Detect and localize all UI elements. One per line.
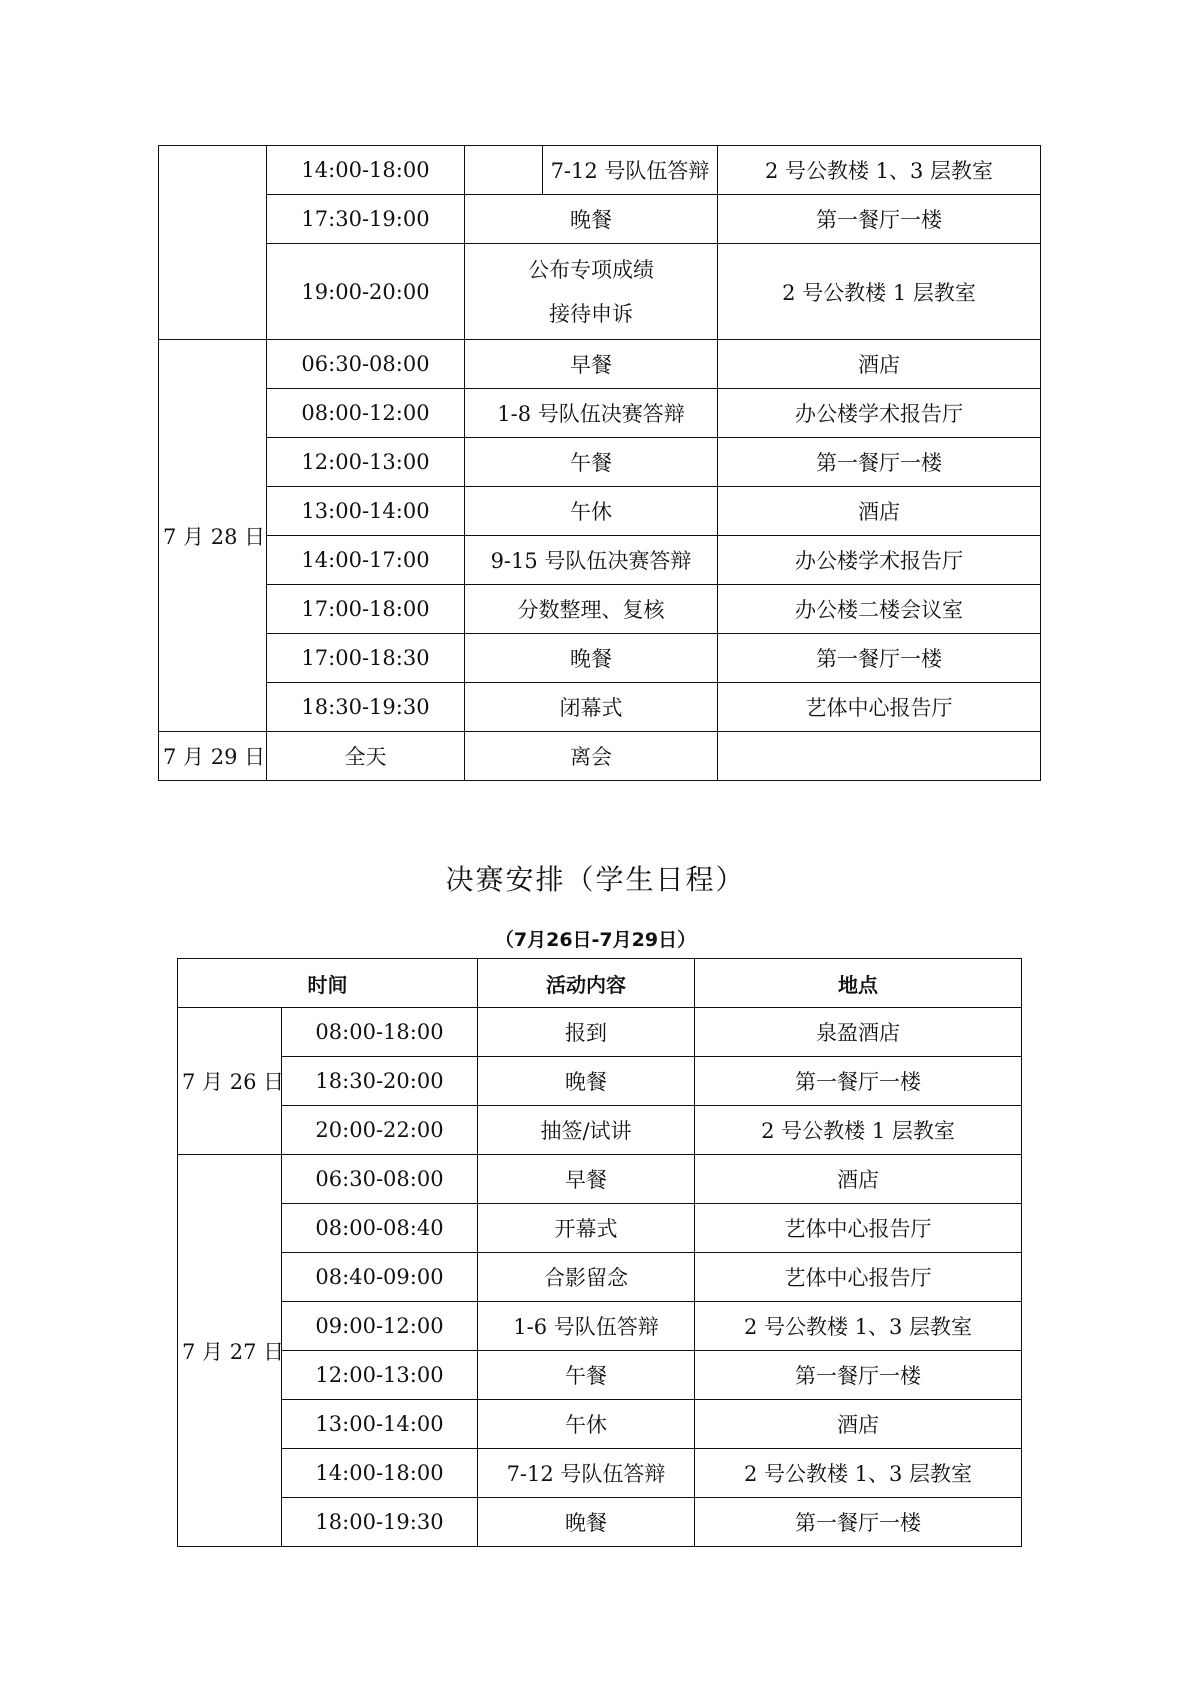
activity-cell: 离会 [465,732,718,781]
time-cell: 14:00-18:00 [267,146,465,195]
time-cell: 08:00-12:00 [267,389,465,438]
table-row [159,195,1041,244]
activity-cell: 7-12 号队伍答辩 [543,146,718,195]
location-cell: 2 号公教楼 1 层教室 [718,244,1041,340]
schedule-table-continued [158,145,1041,781]
table-header-row [178,959,1022,1008]
location-cell: 2 号公教楼 1、3 层教室 [695,1302,1022,1351]
table-row [178,1057,1022,1106]
activity-cell: 闭幕式 [465,683,718,732]
table-row [178,1008,1022,1057]
location-cell: 第一餐厅一楼 [695,1057,1022,1106]
table-row [178,1351,1022,1400]
activity-line: 接待申诉 [549,301,633,326]
section-subtitle: （7月26日-7月29日） [494,929,697,951]
activity-cell: 午餐 [465,438,718,487]
activity-cell: 1-8 号队伍决赛答辩 [465,389,718,438]
empty-sub-cell [465,146,543,195]
table-row [178,1106,1022,1155]
location-cell: 艺体中心报告厅 [718,683,1041,732]
table-row [178,1253,1022,1302]
date-cell: 7 月 27 日 [178,1155,282,1547]
activity-cell: 7-12 号队伍答辩 [478,1449,695,1498]
location-cell: 酒店 [718,340,1041,389]
activity-cell: 分数整理、复核 [465,585,718,634]
time-cell: 13:00-14:00 [282,1400,478,1449]
time-cell: 12:00-13:00 [267,438,465,487]
location-cell: 酒店 [695,1400,1022,1449]
time-cell: 12:00-13:00 [282,1351,478,1400]
table-row [178,1400,1022,1449]
time-cell: 全天 [267,732,465,781]
location-cell: 酒店 [695,1155,1022,1204]
table-row [178,1498,1022,1547]
activity-line: 公布专项成绩 [528,257,654,282]
header-location: 地点 [695,959,1022,1008]
time-cell: 17:00-18:30 [267,634,465,683]
location-cell: 艺体中心报告厅 [695,1253,1022,1302]
activity-cell: 晚餐 [478,1057,695,1106]
section-title: 决赛安排（学生日程） [445,863,746,896]
time-cell: 13:00-14:00 [267,487,465,536]
table-row [178,1449,1022,1498]
location-cell: 第一餐厅一楼 [695,1498,1022,1547]
location-cell: 第一餐厅一楼 [718,195,1041,244]
time-cell: 14:00-18:00 [282,1449,478,1498]
table-row [178,1204,1022,1253]
header-activity: 活动内容 [478,959,695,1008]
time-cell: 08:40-09:00 [282,1253,478,1302]
activity-cell: 午休 [465,487,718,536]
activity-cell: 午休 [478,1400,695,1449]
table-row [159,438,1041,487]
time-cell: 14:00-17:00 [267,536,465,585]
time-cell: 08:00-18:00 [282,1008,478,1057]
table-row [159,585,1041,634]
activity-cell: 早餐 [465,340,718,389]
location-cell: 办公楼二楼会议室 [718,585,1041,634]
table-row [159,340,1041,389]
time-cell: 18:00-19:30 [282,1498,478,1547]
table-row [159,732,1041,781]
time-cell: 17:30-19:00 [267,195,465,244]
time-cell: 18:30-19:30 [267,683,465,732]
activity-cell: 1-6 号队伍答辩 [478,1302,695,1351]
activity-cell: 晚餐 [465,634,718,683]
activity-cell: 抽签/试讲 [478,1106,695,1155]
table-row [159,487,1041,536]
table-row [178,1302,1022,1351]
location-cell: 第一餐厅一楼 [718,634,1041,683]
activity-cell: 晚餐 [478,1498,695,1547]
activity-cell: 早餐 [478,1155,695,1204]
location-cell: 第一餐厅一楼 [718,438,1041,487]
location-cell: 酒店 [718,487,1041,536]
date-cell: 7 月 28 日 [159,340,267,732]
location-cell [718,732,1041,781]
activity-cell: 晚餐 [465,195,718,244]
location-cell: 2 号公教楼 1 层教室 [695,1106,1022,1155]
location-cell: 2 号公教楼 1、3 层教室 [695,1449,1022,1498]
activity-cell: 开幕式 [478,1204,695,1253]
table-row [159,634,1041,683]
date-cell-empty [159,146,267,340]
table-row [159,244,1041,340]
activity-cell: 合影留念 [478,1253,695,1302]
time-cell: 20:00-22:00 [282,1106,478,1155]
time-cell: 19:00-20:00 [267,244,465,340]
table-row [159,146,1041,195]
date-cell: 7 月 26 日 [178,1008,282,1155]
time-cell: 08:00-08:40 [282,1204,478,1253]
time-cell: 18:30-20:00 [282,1057,478,1106]
date-cell: 7 月 29 日 [159,732,267,781]
table-row [159,389,1041,438]
location-cell: 办公楼学术报告厅 [718,536,1041,585]
activity-cell [465,244,718,340]
time-cell: 09:00-12:00 [282,1302,478,1351]
location-cell: 艺体中心报告厅 [695,1204,1022,1253]
location-cell: 2 号公教楼 1、3 层教室 [718,146,1041,195]
location-cell: 办公楼学术报告厅 [718,389,1041,438]
location-cell: 泉盈酒店 [695,1008,1022,1057]
table-row [178,1155,1022,1204]
table-row [159,683,1041,732]
activity-cell: 午餐 [478,1351,695,1400]
header-time: 时间 [178,959,478,1008]
student-schedule-table [177,958,1022,1547]
activity-cell: 9-15 号队伍决赛答辩 [465,536,718,585]
location-cell: 第一餐厅一楼 [695,1351,1022,1400]
activity-cell: 报到 [478,1008,695,1057]
table-row [159,536,1041,585]
time-cell: 06:30-08:00 [267,340,465,389]
time-cell: 17:00-18:00 [267,585,465,634]
time-cell: 06:30-08:00 [282,1155,478,1204]
